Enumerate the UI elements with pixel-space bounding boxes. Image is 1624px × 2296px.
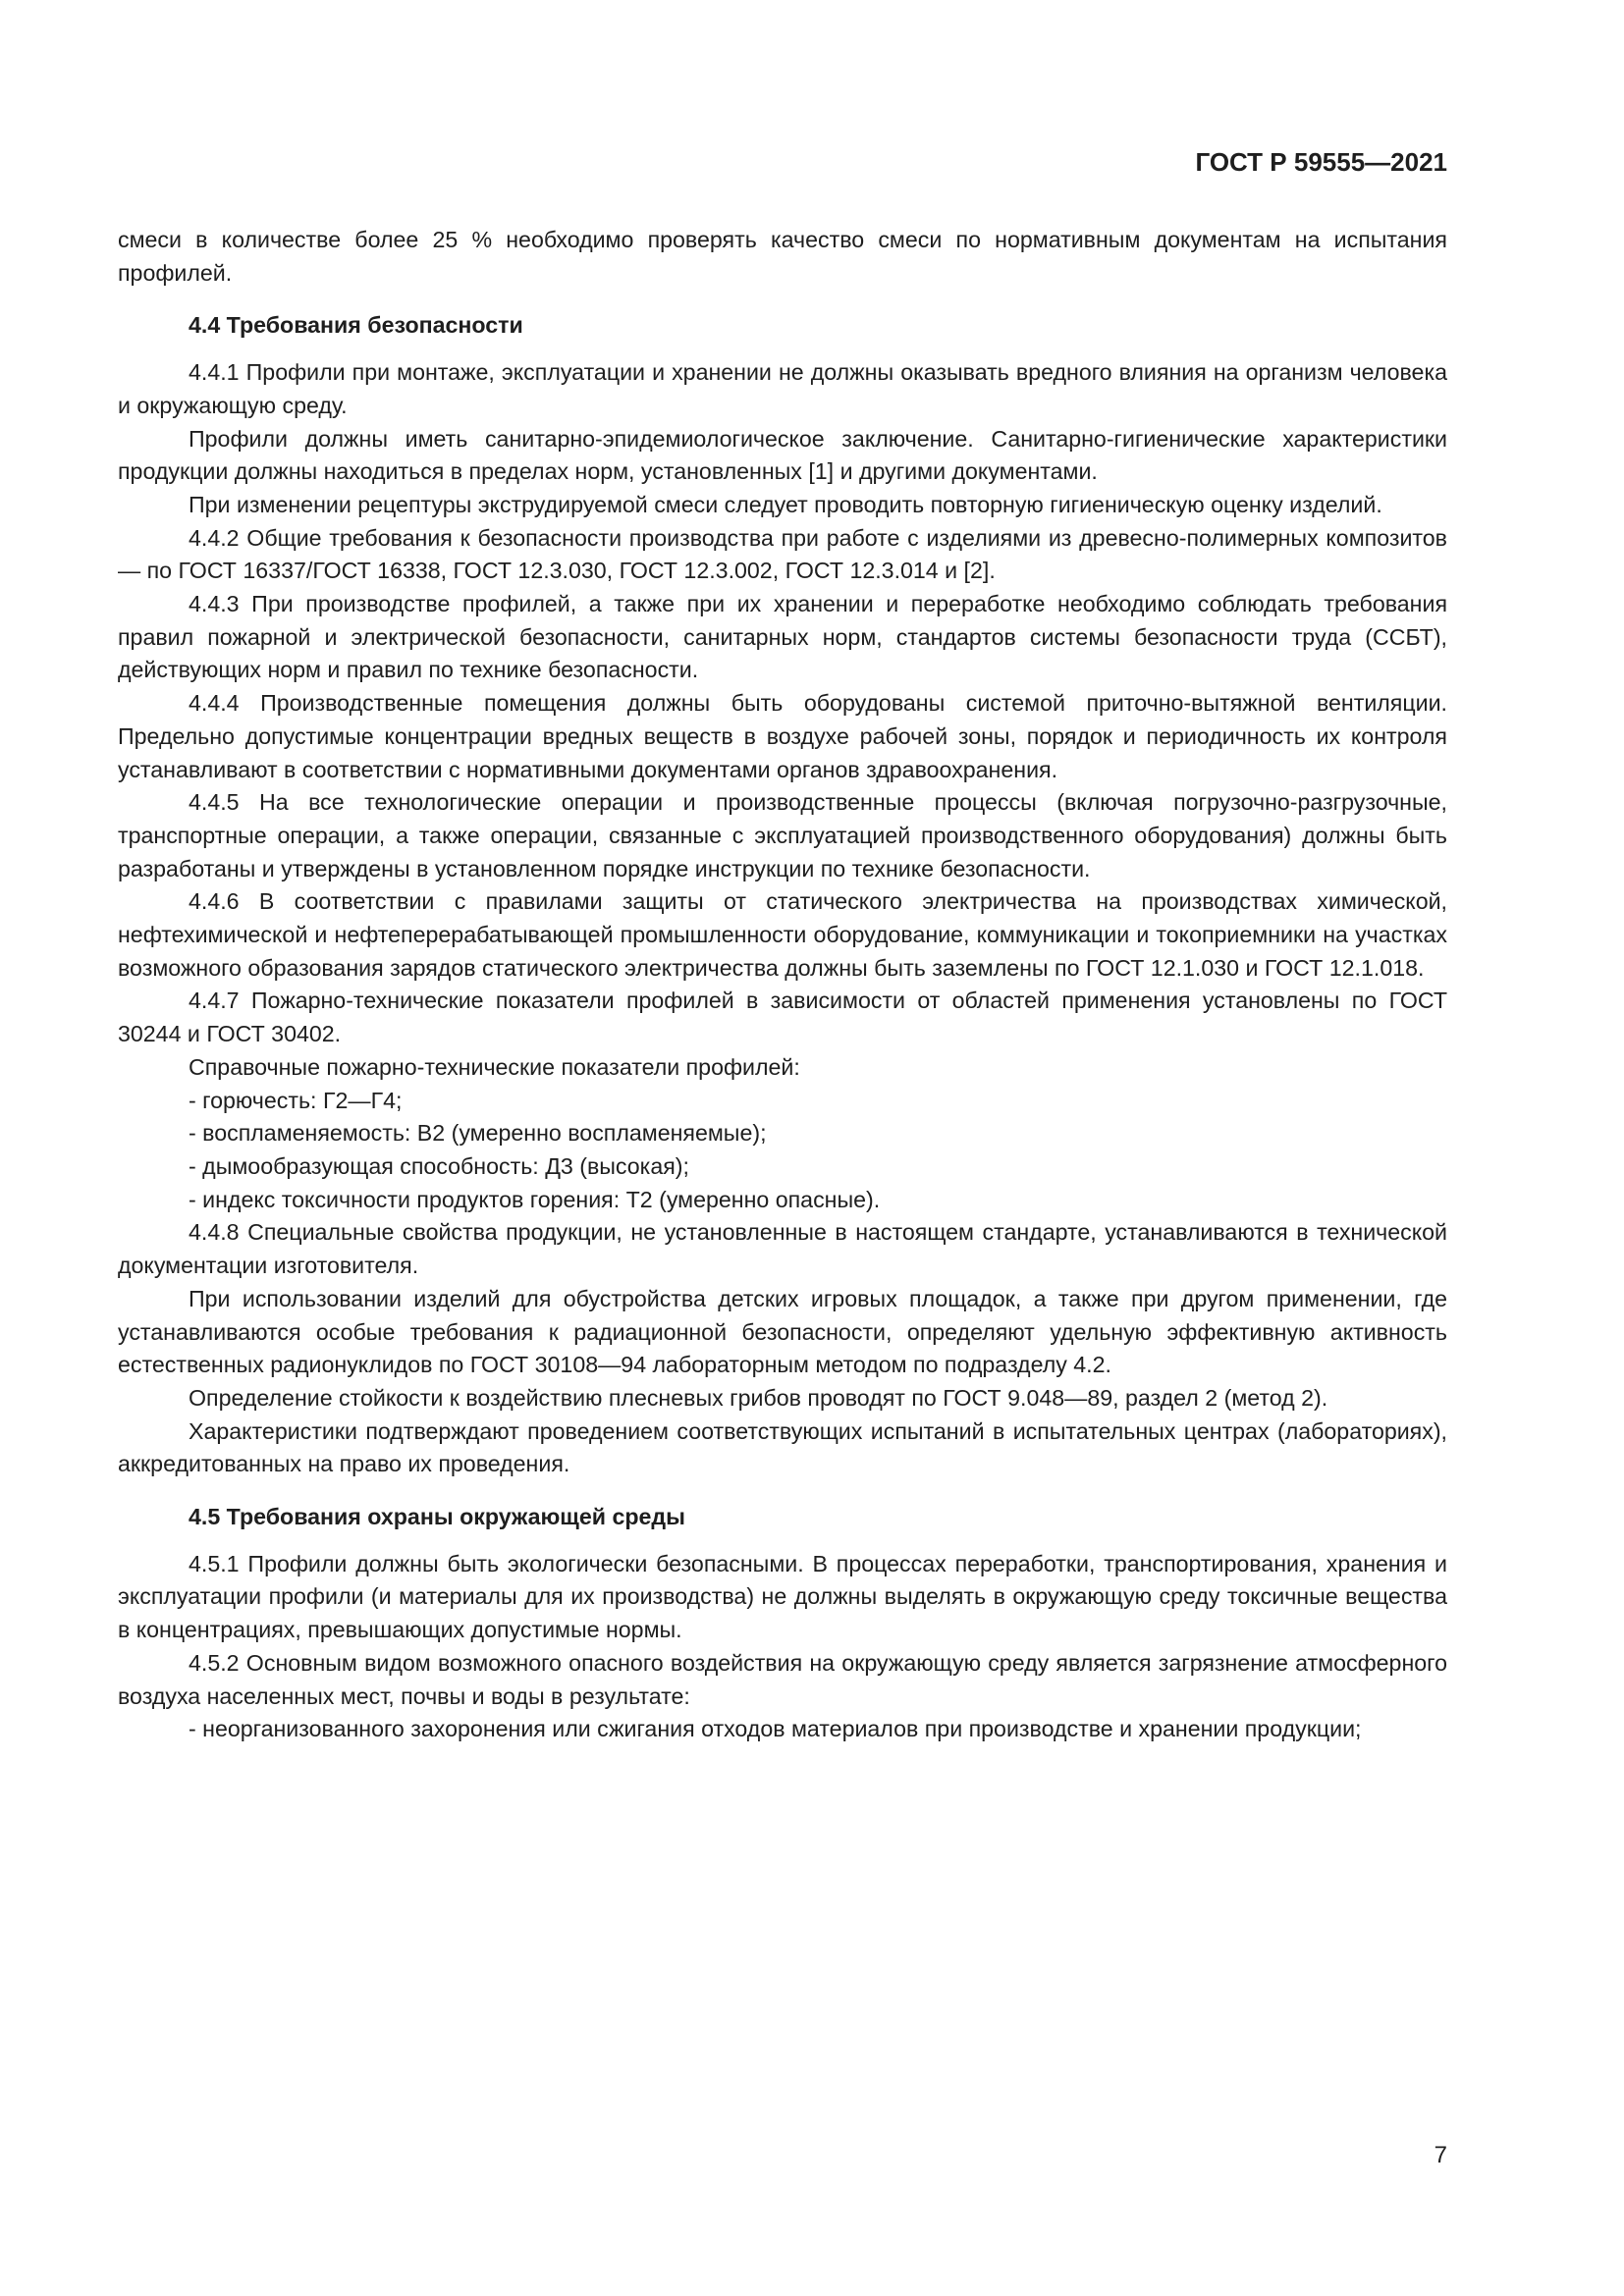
page-number: 7 <box>1434 2142 1447 2168</box>
paragraph-4-5-1: 4.5.1 Профили должны быть экологически безопасными. В процессах переработки, транспортирования, хранения и эксплуатации профили (и материалы для их производства) не должны выделять в окружающую среду токсичные вещества в концентрациях, превышающих допустимые нормы. <box>118 1550 1447 1643</box>
list-item: - индекс токсичности продуктов горения: Т2 (умеренно опасные). <box>189 1186 881 1212</box>
paragraph: Профили должны иметь санитарно-эпидемиологическое заключение. Санитарно-гигиенические характеристики продукции должны находиться в пределах норм, установленных [1] и другими документами. <box>118 425 1447 485</box>
paragraph: При изменении рецептуры экструдируемой смеси следует проводить повторную гигиеническую оценку изделий. <box>189 491 1382 517</box>
document-page <box>118 0 1447 2296</box>
paragraph-4-4-1: 4.4.1 Профили при монтаже, эксплуатации и хранении не должны оказывать вредного влияния на организм человека и окружающую среду. <box>118 359 1447 418</box>
paragraph-continuation: смеси в количестве более 25 % необходимо проверять качество смеси по нормативным документам на испытания профилей. <box>118 227 1447 286</box>
paragraph: Определение стойкости к воздействию плесневых грибов проводят по ГОСТ 9.048—89, раздел 2 (метод 2). <box>189 1384 1328 1411</box>
paragraph: Справочные пожарно-технические показатели профилей: <box>189 1053 800 1080</box>
paragraph-4-4-5: 4.4.5 На все технологические операции и производственные процессы (включая погрузочно-разгрузочные, транспортные операции, а также операции, связанные с эксплуатацией производственного оборудования) должны быть разработаны и утверждены в установленном порядке инструкции по технике безопасности. <box>118 789 1447 881</box>
list-item: - дымообразующая способность: Д3 (высокая); <box>189 1152 689 1179</box>
paragraph-4-4-4: 4.4.4 Производственные помещения должны быть оборудованы системой приточно-вытяжной вентиляции. Предельно допустимые концентрации вредных веществ в воздухе рабочей зоны, порядок и периодичность их контроля устанавливают в соответствии с нормативными документами органов здравоохранения. <box>118 690 1447 782</box>
paragraph: Характеристики подтверждают проведением соответствующих испытаний в испытательных центрах (лабораториях), аккредитованных на право их проведения. <box>118 1417 1447 1477</box>
paragraph-4-4-8: 4.4.8 Специальные свойства продукции, не установленные в настоящем стандарте, устанавливаются в технической документации изготовителя. <box>118 1219 1447 1279</box>
section-heading-4-5: 4.5 Требования охраны окружающей среды <box>189 1504 685 1530</box>
paragraph-4-4-6: 4.4.6 В соответствии с правилами защиты от статического электричества на производствах химической, нефтехимической и нефтеперерабатывающей промышленности оборудование, коммуникации и токоприемники на участках возможного образования зарядов статического электричества должны быть заземлены по ГОСТ 12.1.030 и ГОСТ 12.1.018. <box>118 888 1447 981</box>
paragraph-4-4-2: 4.4.2 Общие требования к безопасности производства при работе с изделиями из древесно-полимерных композитов — по ГОСТ 16337/ГОСТ 16338, ГОСТ 12.3.030, ГОСТ 12.3.002, ГОСТ 12.3.014 и [2]. <box>118 524 1447 584</box>
paragraph-4-4-3: 4.4.3 При производстве профилей, а также при их хранении и переработке необходимо соблюдать требования правил пожарной и электрической безопасности, санитарных норм, стандартов системы безопасности труда (ССБТ), действующих норм и правил по технике безопасности. <box>118 591 1447 683</box>
list-item: - горючесть: Г2—Г4; <box>189 1087 403 1113</box>
paragraph-4-4-7: 4.4.7 Пожарно-технические показатели профилей в зависимости от областей применения установлены по ГОСТ 30244 и ГОСТ 30402. <box>118 988 1447 1047</box>
paragraph: При использовании изделий для обустройства детских игровых площадок, а также при другом применении, где устанавливаются особые требования к радиационной безопасности, определяют удельную эффективную активность естественных радионуклидов по ГОСТ 30108—94 лабораторным методом по подразделу 4.2. <box>118 1285 1447 1378</box>
list-item: - воспламеняемость: В2 (умеренно воспламеняемые); <box>189 1120 767 1147</box>
section-heading-4-4: 4.4 Требования безопасности <box>189 312 523 339</box>
document-body <box>118 224 1447 1746</box>
list-item: - неорганизованного захоронения или сжигания отходов материалов при производстве и хранении продукции; <box>189 1716 1362 1742</box>
paragraph-4-5-2: 4.5.2 Основным видом возможного опасного воздействия на окружающую среду является загрязнение атмосферного воздуха населенных мест, почвы и воды в результате: <box>118 1649 1447 1709</box>
document-number: ГОСТ Р 59555—2021 <box>1195 147 1447 177</box>
